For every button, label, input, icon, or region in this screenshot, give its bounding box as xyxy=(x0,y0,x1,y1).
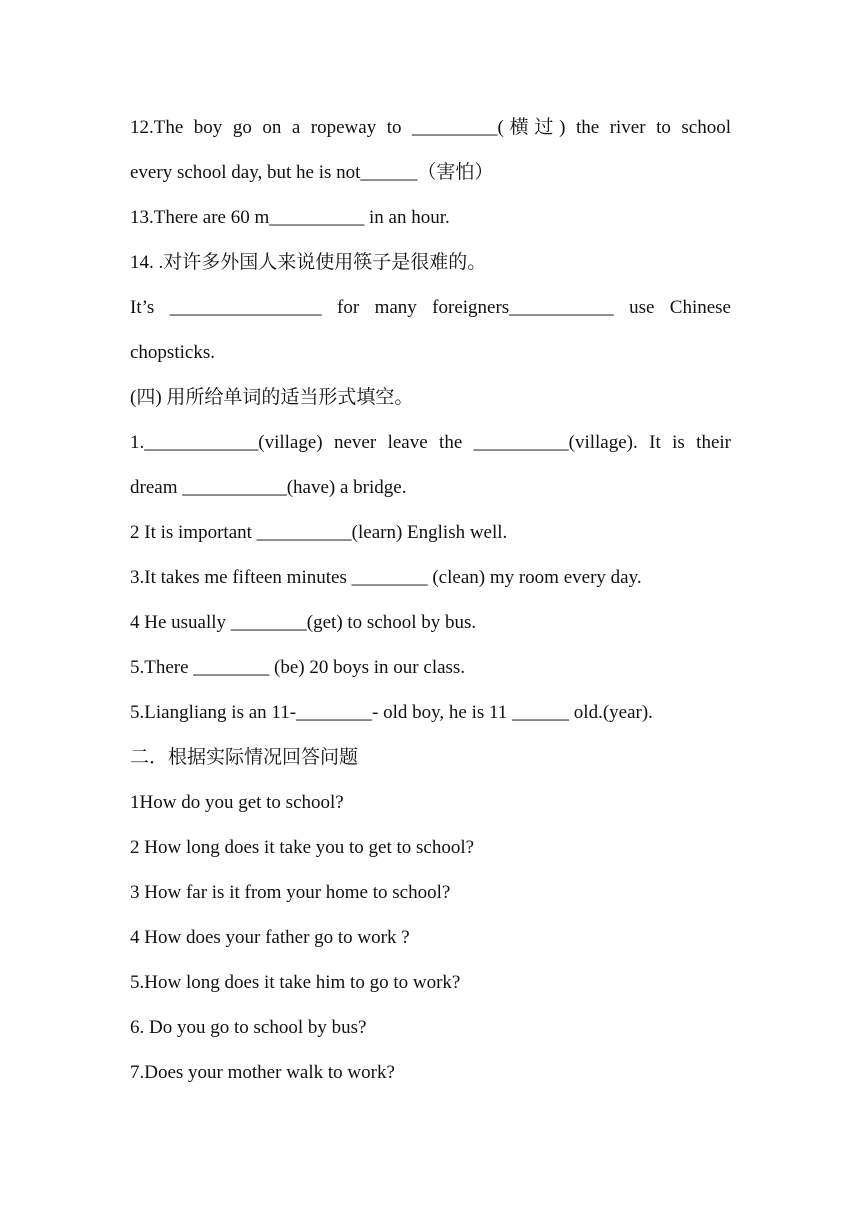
fill-item-5: 5.There ________ (be) 20 boys in our class. xyxy=(130,657,466,678)
question-3: 3 How far is it from your home to school? xyxy=(130,882,451,903)
fill-item-3: 3.It takes me fifteen minutes ________ (clean) my room every day. xyxy=(130,567,642,588)
exercise-13: 13.There are 60 m__________ in an hour. xyxy=(130,207,450,228)
question-6: 6. Do you go to school by bus? xyxy=(130,1017,367,1038)
question-5: 5.How long does it take him to go to work? xyxy=(130,972,461,993)
section-two-heading: 二．根据实际情况回答问题 xyxy=(130,747,359,768)
question-4: 4 How does your father go to work ? xyxy=(130,927,410,948)
exercise-14-line-1: It’s ________________ for many foreigners___________ use Chinese xyxy=(130,297,731,318)
fill-item-4: 4 He usually ________(get) to school by bus. xyxy=(130,612,477,633)
question-1: 1How do you get to school? xyxy=(130,792,344,813)
question-7: 7.Does your mother walk to work? xyxy=(130,1062,395,1083)
exercise-12-line-2: every school day, but he is not______（害怕） xyxy=(130,162,494,183)
fill-item-1-line-1: 1.____________(village) never leave the __________(village). It is their xyxy=(130,432,731,453)
exercise-14-prompt: 14. .对许多外国人来说使用筷子是很难的。 xyxy=(130,252,487,273)
question-2: 2 How long does it take you to get to school? xyxy=(130,837,475,858)
fill-item-2: 2 It is important __________(learn) English well. xyxy=(130,522,508,543)
fill-item-5b: 5.Liangliang is an 11-________- old boy, he is 11 ______ old.(year). xyxy=(130,702,653,723)
fill-item-1-line-2: dream ___________(have) a bridge. xyxy=(130,477,407,498)
exercise-12-line-1: 12.The boy go on a ropeway to _________(横过) the river to school xyxy=(130,117,731,138)
worksheet-content xyxy=(130,105,731,1095)
section-four-heading: (四) 用所给单词的适当形式填空。 xyxy=(130,387,414,408)
exercise-14-line-2: chopsticks. xyxy=(130,342,215,363)
